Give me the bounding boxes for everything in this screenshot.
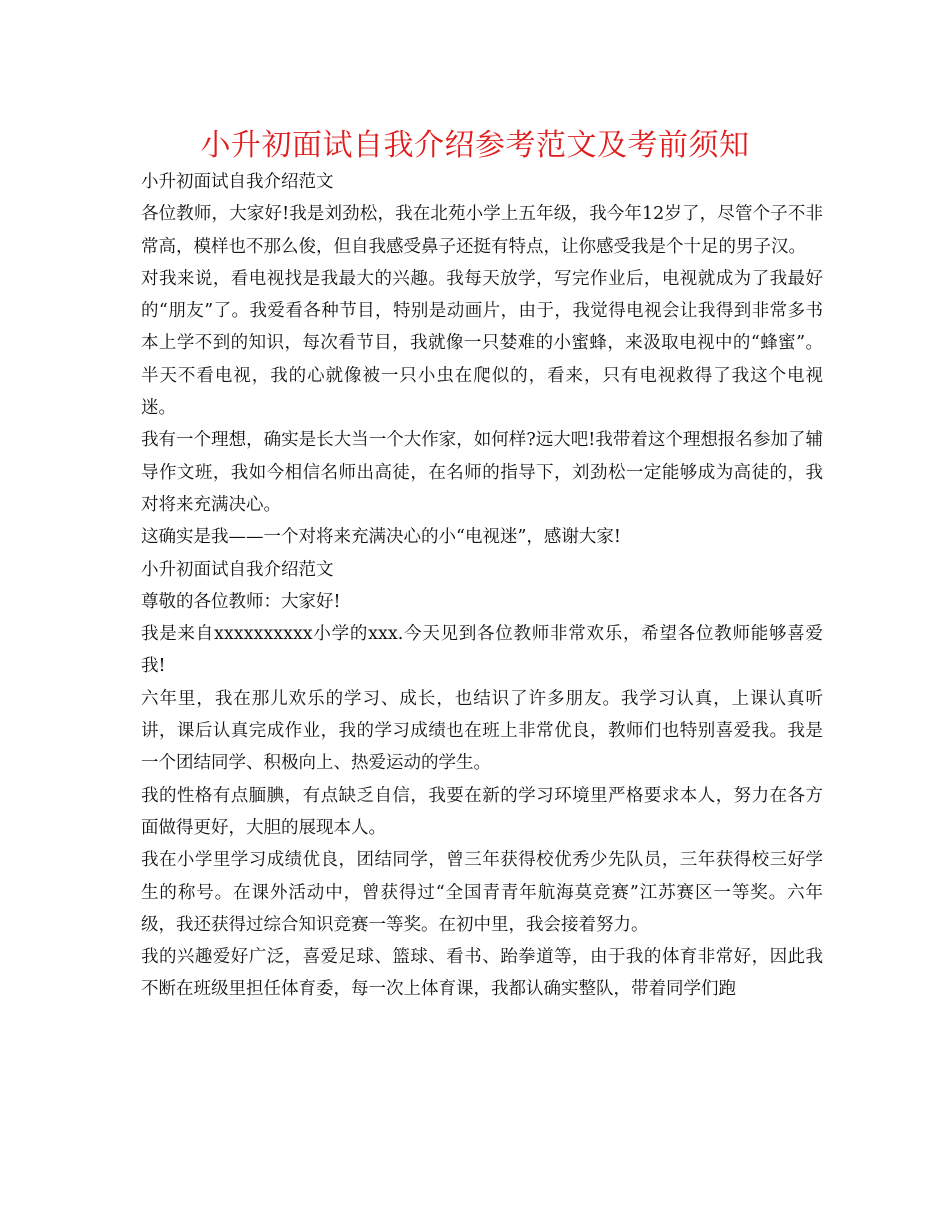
document-title: 小升初面试自我介绍参考范文及考前须知 — [200, 128, 750, 163]
paragraph: 六年里，我在那儿欢乐的学习、成长，也结识了许多朋友。我学习认真，上课认真听讲，课后认真完成作业，我的学习成绩也在班上非常优良，教师们也特别喜爱我。我是一个团结同学、积极向上、热爱运动的学生。 — [141, 688, 823, 774]
paragraph: 我在小学里学习成绩优良，团结同学，曾三年获得校优秀少先队员，三年获得校三好学生的称号。在课外活动中，曾获得过“全国青青年航海莫竞赛”江苏赛区一等奖。六年级，我还获得过综合知识竞赛一等奖。在初中里，我会接着努力。 — [141, 850, 823, 935]
paragraph: 对我来说，看电视找是我最大的兴趣。我每天放学，写完作业后，电视就成为了我最好的“朋友”了。我爱看各种节目，特别是动画片，由于，我觉得电视会让我得到非常多书本上学不到的知识，每次看节目，我就像一只婪难的小蜜蜂，来汲取电视中的“蜂蜜”。半天不看电视，我的心就像被一只小虫在爬似的，看来，只有电视救得了我这个电视迷。 — [141, 268, 823, 419]
paragraph: 我的性格有点腼腆，有点缺乏自信，我要在新的学习环境里严格要求本人，努力在各方面做得更好，大胆的展现本人。 — [141, 785, 823, 838]
paragraph: 我是来自xxxxxxxxxx小学的xxx.今天见到各位教师非常欢乐，希望各位教师能够喜爱我! — [141, 624, 823, 677]
paragraph: 各位教师，大家好!我是刘劲松，我在北苑小学上五年级，我今年12岁了，尽管个子不非常高，模样也不那么俊，但自我感受鼻子还挺有特点，让你感受我是个十足的男子汉。 — [141, 204, 823, 257]
paragraph: 我的兴趣爱好广泛，喜爱足球、篮球、看书、跆拳道等，由于我的体育非常好，因此我不断在班级里担任体育委，每一次上体育课，我都认确实整队，带着同学们跑 — [141, 947, 823, 1000]
paragraph: 这确实是我——一个对将来充满决心的小“电视迷”，感谢大家! — [141, 527, 621, 548]
section-heading: 小升初面试自我介绍范文 — [141, 559, 334, 580]
paragraph: 我有一个理想，确实是长大当一个大作家，如何样?远大吧!我带着这个理想报名参加了辅导作文班，我如今相信名师出高徒，在名师的指导下，刘劲松一定能够成为高徒的，我对将来充满决心。 — [141, 430, 823, 515]
paragraph: 尊敬的各位教师：大家好! — [141, 591, 341, 612]
section-heading: 小升初面试自我介绍范文 — [141, 172, 334, 192]
document-body — [141, 166, 823, 1006]
